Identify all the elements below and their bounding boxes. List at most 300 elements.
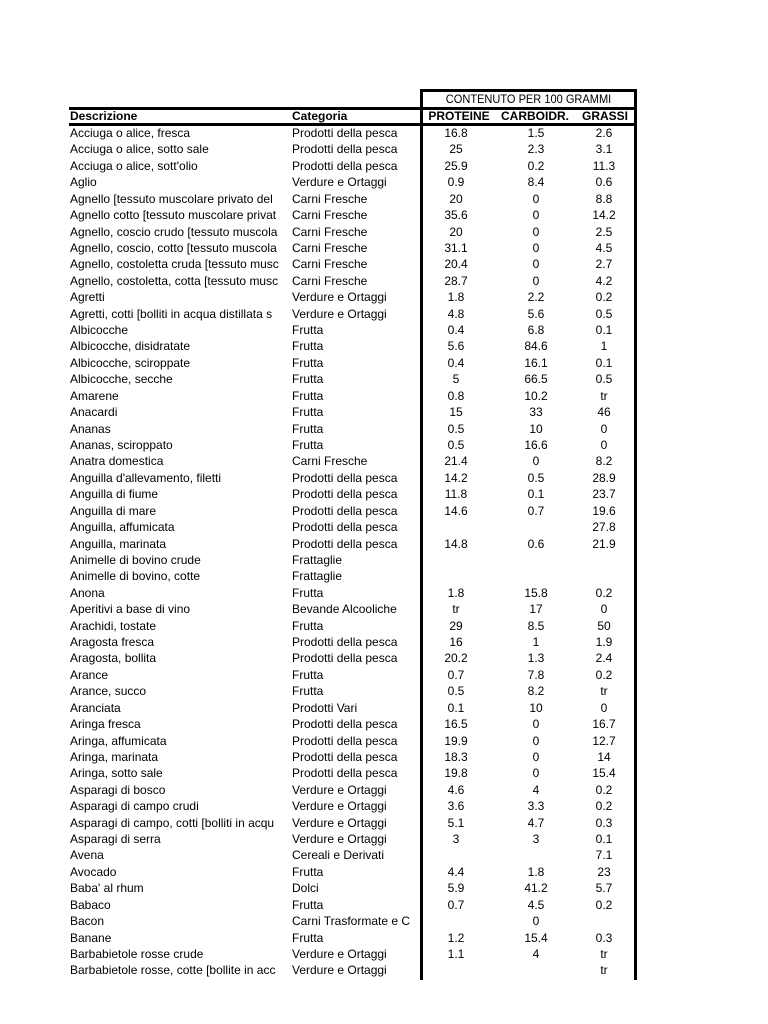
cell-carboidrati: 8.5 <box>527 618 545 633</box>
cell-descrizione: Anguilla di fiume <box>70 487 159 502</box>
cell-grassi: 0.3 <box>595 815 613 830</box>
table-row <box>0 749 768 765</box>
table-row <box>0 683 768 699</box>
cell-categoria: Carni Fresche <box>292 454 368 469</box>
cell-categoria: Verdure e Ortaggi <box>292 832 387 847</box>
cell-carboidrati: 4 <box>532 782 540 797</box>
cell-grassi: 23.7 <box>592 487 616 502</box>
table-row <box>0 191 768 207</box>
cell-categoria: Frutta <box>292 437 324 452</box>
cell-carboidrati: 0.6 <box>527 536 545 551</box>
cell-descrizione: Agnello cotto [tessuto muscolare privat <box>70 208 277 223</box>
cell-carboidrati: 0 <box>532 208 540 223</box>
cell-descrizione: Babaco <box>70 897 111 912</box>
table-row <box>0 322 768 338</box>
cell-descrizione: Anona <box>70 585 105 600</box>
cell-categoria: Prodotti della pesca <box>292 503 398 518</box>
cell-descrizione: Aglio <box>70 175 97 190</box>
cell-carboidrati: 5.6 <box>527 306 545 321</box>
cell-proteine: 5 <box>452 372 460 387</box>
table-row <box>0 421 768 437</box>
cell-grassi: 0.2 <box>595 290 613 305</box>
cell-proteine: 18.3 <box>444 749 468 764</box>
table-row <box>0 897 768 913</box>
table-row <box>0 700 768 716</box>
cell-descrizione: Acciuga o alice, sotto sale <box>70 142 209 157</box>
cell-proteine: 0.9 <box>447 175 465 190</box>
cell-carboidrati: 10.2 <box>524 388 548 403</box>
cell-descrizione: Aragosta, bollita <box>70 651 157 666</box>
cell-carboidrati: 15.8 <box>524 585 548 600</box>
cell-descrizione: Aringa, affumicata <box>70 733 167 748</box>
cell-carboidrati <box>502 847 570 863</box>
cell-descrizione: Ananas, sciroppato <box>70 437 173 452</box>
cell-carboidrati: 0 <box>532 749 540 764</box>
table-row <box>0 847 768 863</box>
cell-proteine: 14.8 <box>444 536 468 551</box>
cell-descrizione: Aringa, marinata <box>70 749 159 764</box>
cell-grassi: 46 <box>597 405 611 420</box>
cell-carboidrati: 16.1 <box>524 355 548 370</box>
table-row <box>0 962 768 978</box>
cell-categoria: Carni Fresche <box>292 224 368 239</box>
cell-grassi: 0.5 <box>595 372 613 387</box>
cell-proteine: 19.9 <box>444 733 468 748</box>
cell-proteine: 0.7 <box>447 897 465 912</box>
cell-carboidrati: 16.6 <box>524 437 548 452</box>
cell-proteine: 25 <box>449 142 463 157</box>
cell-grassi: 0.5 <box>595 306 613 321</box>
cell-grassi: 7.1 <box>595 848 613 863</box>
cell-categoria: Prodotti della pesca <box>292 126 398 140</box>
cell-categoria: Prodotti della pesca <box>292 635 398 650</box>
cell-categoria: Dolci <box>292 881 319 896</box>
cell-descrizione: Agnello, coscio crudo [tessuto muscola <box>70 224 278 239</box>
cell-proteine: 14.6 <box>444 503 468 518</box>
cell-categoria: Carni Fresche <box>292 208 368 223</box>
column-header-proteine: PROTEINE <box>428 109 490 123</box>
cell-descrizione: Anatra domestica <box>70 454 164 469</box>
cell-descrizione: Banane <box>70 930 112 945</box>
cell-grassi: 19.6 <box>592 503 616 518</box>
table-row <box>0 388 768 404</box>
table-row <box>0 601 768 617</box>
cell-grassi: 0.1 <box>595 832 613 847</box>
cell-categoria: Verdure e Ortaggi <box>292 306 387 321</box>
table-row <box>0 913 768 929</box>
cell-grassi: 2.4 <box>595 651 613 666</box>
cell-descrizione: Avena <box>70 848 104 863</box>
cell-carboidrati: 1.8 <box>527 864 545 879</box>
cell-categoria: Prodotti della pesca <box>292 749 398 764</box>
cell-descrizione: Anguilla, marinata <box>70 536 167 551</box>
cell-proteine <box>424 552 488 568</box>
cell-proteine <box>424 519 488 535</box>
table-row <box>0 338 768 354</box>
cell-grassi: 23 <box>597 864 611 879</box>
cell-proteine <box>424 962 488 978</box>
cell-proteine: 4.6 <box>447 782 465 797</box>
cell-grassi: tr <box>600 963 608 978</box>
cell-proteine: 0.8 <box>447 388 465 403</box>
cell-descrizione: Barbabietole rosse crude <box>70 947 204 961</box>
cell-carboidrati: 1.3 <box>527 651 545 666</box>
cell-grassi: 0 <box>600 437 608 452</box>
cell-grassi: 4.5 <box>595 240 613 255</box>
table-row <box>0 503 768 519</box>
cell-proteine: 5.1 <box>447 815 465 830</box>
cell-proteine <box>424 913 488 929</box>
cell-categoria: Prodotti della pesca <box>292 142 398 157</box>
cell-grassi: tr <box>600 684 608 699</box>
cell-categoria: Frutta <box>292 667 324 682</box>
cell-grassi: 0.3 <box>595 930 613 945</box>
cell-categoria: Verdure e Ortaggi <box>292 290 387 305</box>
cell-proteine: 14.2 <box>444 470 468 485</box>
cell-proteine: 0.4 <box>447 323 465 338</box>
cell-categoria: Verdure e Ortaggi <box>292 782 387 797</box>
cell-descrizione: Asparagi di campo crudi <box>70 799 199 814</box>
cell-grassi: 5.7 <box>595 881 613 896</box>
cell-categoria: Prodotti della pesca <box>292 733 398 748</box>
cell-proteine: 15 <box>449 405 463 420</box>
table-row <box>0 585 768 601</box>
cell-descrizione: Albicocche, disidratate <box>70 339 191 354</box>
cell-grassi: 21.9 <box>592 536 616 551</box>
cell-grassi: 0.2 <box>595 897 613 912</box>
table-row <box>0 371 768 387</box>
cell-proteine <box>424 568 488 584</box>
table-row <box>0 125 768 141</box>
cell-grassi: 0 <box>600 602 608 617</box>
cell-descrizione: Asparagi di campo, cotti [bolliti in acqu <box>70 815 275 830</box>
table-row <box>0 650 768 666</box>
cell-carboidrati: 4.7 <box>527 815 545 830</box>
cell-proteine: 0.5 <box>447 421 465 436</box>
cell-proteine: 20.2 <box>444 651 468 666</box>
cell-grassi: 1 <box>600 339 608 354</box>
cell-categoria: Frutta <box>292 355 324 370</box>
table-row <box>0 306 768 322</box>
cell-proteine: 21.4 <box>444 454 468 469</box>
cell-grassi: 4.2 <box>595 273 613 288</box>
cell-categoria: Frutta <box>292 388 324 403</box>
cell-categoria: Verdure e Ortaggi <box>292 963 387 978</box>
cell-carboidrati <box>502 568 570 584</box>
cell-categoria: Frutta <box>292 618 324 633</box>
cell-categoria: Frutta <box>292 421 324 436</box>
table-row <box>0 667 768 683</box>
cell-descrizione: Agnello [tessuto muscolare privato del <box>70 191 273 206</box>
cell-categoria: Prodotti della pesca <box>292 536 398 551</box>
cell-grassi: 2.5 <box>595 224 613 239</box>
cell-descrizione: Arachidi, tostate <box>70 618 157 633</box>
cell-grassi: 28.9 <box>592 470 616 485</box>
cell-carboidrati: 0 <box>532 224 540 239</box>
cell-categoria: Prodotti della pesca <box>292 470 398 485</box>
table-row <box>0 240 768 256</box>
cell-descrizione: Animelle di bovino crude <box>70 552 201 567</box>
cell-descrizione: Agnello, costoletta cruda [tessuto musc <box>70 257 279 272</box>
cell-categoria: Frutta <box>292 323 324 338</box>
cell-grassi: 0 <box>600 421 608 436</box>
cell-carboidrati: 1 <box>532 635 540 650</box>
cell-descrizione: Albicocche, sciroppate <box>70 355 191 370</box>
cell-grassi: 2.6 <box>595 126 613 140</box>
cell-proteine: 31.1 <box>444 240 468 255</box>
cell-proteine: 20 <box>449 224 463 239</box>
cell-categoria: Carni Fresche <box>292 240 368 255</box>
cell-proteine: tr <box>452 602 460 617</box>
table-row <box>0 174 768 190</box>
cell-grassi: 1.9 <box>595 635 613 650</box>
cell-categoria: Prodotti Vari <box>292 700 358 715</box>
cell-descrizione: Agnello, costoletta, cotta [tessuto musc <box>70 273 279 288</box>
cell-carboidrati: 0 <box>532 191 540 206</box>
cell-descrizione: Avocado <box>70 864 117 879</box>
cell-categoria: Prodotti della pesca <box>292 717 398 732</box>
cell-categoria: Verdure e Ortaggi <box>292 799 387 814</box>
cell-carboidrati: 33 <box>529 405 543 420</box>
cell-categoria: Frutta <box>292 339 324 354</box>
cell-proteine: 5.9 <box>447 881 465 896</box>
table-row <box>0 158 768 174</box>
cell-proteine: 0.1 <box>447 700 465 715</box>
table-row <box>0 946 768 962</box>
cell-proteine: 0.7 <box>447 667 465 682</box>
cell-categoria: Frutta <box>292 930 324 945</box>
cell-carboidrati: 7.8 <box>527 667 545 682</box>
cell-carboidrati: 8.2 <box>527 684 545 699</box>
cell-proteine: 19.8 <box>444 766 468 781</box>
cell-grassi: 8.2 <box>595 454 613 469</box>
cell-proteine: 3 <box>452 832 460 847</box>
cell-descrizione: Asparagi di bosco <box>70 782 166 797</box>
cell-proteine: 11.8 <box>444 487 468 502</box>
cell-carboidrati: 0 <box>532 733 540 748</box>
cell-descrizione: Aringa fresca <box>70 717 141 732</box>
cell-categoria: Carni Trasformate e C <box>292 914 411 929</box>
cell-carboidrati: 66.5 <box>524 372 548 387</box>
column-header-categoria: Categoria <box>292 109 348 123</box>
cell-grassi: 0.2 <box>595 585 613 600</box>
cell-carboidrati: 0.2 <box>527 158 545 173</box>
cell-descrizione: Ananas <box>70 421 111 436</box>
cell-descrizione: Agnello, coscio, cotto [tessuto muscola <box>70 240 277 255</box>
cell-proteine: 20 <box>449 191 463 206</box>
cell-carboidrati <box>502 519 570 535</box>
table-row <box>0 256 768 272</box>
cell-carboidrati: 0 <box>532 454 540 469</box>
cell-categoria: Prodotti della pesca <box>292 766 398 781</box>
cell-proteine <box>424 847 488 863</box>
cell-carboidrati: 10 <box>529 421 543 436</box>
table-row <box>0 437 768 453</box>
cell-descrizione: Animelle di bovino, cotte <box>70 569 201 584</box>
cell-proteine: 20.4 <box>444 257 468 272</box>
cell-grassi: 14.2 <box>592 208 616 223</box>
table-row <box>0 618 768 634</box>
table-row <box>0 355 768 371</box>
cell-carboidrati: 84.6 <box>524 339 548 354</box>
cell-carboidrati: 2.3 <box>527 142 545 157</box>
cell-descrizione: Aperitivi a base di vino <box>70 602 191 617</box>
cell-carboidrati: 0 <box>532 914 540 929</box>
cell-descrizione: Aranciata <box>70 700 121 715</box>
cell-descrizione: Anguilla, affumicata <box>70 520 175 535</box>
cell-carboidrati: 2.2 <box>527 290 545 305</box>
cell-proteine: 1.1 <box>447 947 465 961</box>
cell-descrizione: Arance, succo <box>70 684 147 699</box>
cell-grassi: 0.2 <box>595 667 613 682</box>
cell-grassi: 0.2 <box>595 782 613 797</box>
table-row <box>0 141 768 157</box>
cell-proteine: 25.9 <box>444 158 468 173</box>
column-header-carboidrati: CARBOIDR. <box>501 109 569 123</box>
cell-carboidrati: 6.8 <box>527 323 545 338</box>
cell-proteine: 16.5 <box>444 717 468 732</box>
cell-carboidrati: 0 <box>532 766 540 781</box>
cell-grassi: 16.7 <box>592 717 616 732</box>
cell-proteine: 16.8 <box>444 126 468 140</box>
cell-grassi: 0.1 <box>595 323 613 338</box>
cell-categoria: Prodotti della pesca <box>292 487 398 502</box>
column-header-grassi: GRASSI <box>581 109 628 123</box>
cell-descrizione: Barbabietole rosse, cotte [bollite in acc <box>70 963 276 978</box>
cell-grassi: 0.6 <box>595 175 613 190</box>
table-row <box>0 831 768 847</box>
cell-grassi: 11.3 <box>592 158 616 173</box>
cell-categoria: Frutta <box>292 897 324 912</box>
cell-proteine: 0.4 <box>447 355 465 370</box>
cell-grassi: 3.1 <box>595 142 613 157</box>
table-row <box>0 716 768 732</box>
cell-grassi: 50 <box>597 618 611 633</box>
cell-categoria: Frutta <box>292 405 324 420</box>
cell-carboidrati: 1.5 <box>527 126 545 140</box>
cell-categoria: Frutta <box>292 864 324 879</box>
cell-descrizione: Acciuga o alice, sott'olio <box>70 158 198 173</box>
cell-categoria: Frutta <box>292 684 324 699</box>
cell-descrizione: Agretti <box>70 290 105 305</box>
table-row <box>0 552 768 568</box>
table-row <box>0 765 768 781</box>
cell-grassi: tr <box>600 388 608 403</box>
cell-proteine: 0.5 <box>447 684 465 699</box>
cell-proteine: 1.2 <box>447 930 465 945</box>
table-row <box>0 568 768 584</box>
table-row <box>0 536 768 552</box>
cell-descrizione: Aragosta fresca <box>70 635 155 650</box>
table-row <box>0 880 768 896</box>
cell-grassi: 12.7 <box>592 733 616 748</box>
cell-proteine: 3.6 <box>447 799 465 814</box>
cell-grassi <box>575 913 633 929</box>
cell-descrizione: Albicocche, secche <box>70 372 173 387</box>
table-row <box>0 798 768 814</box>
cell-descrizione: Arance <box>70 667 109 682</box>
cell-carboidrati: 4.5 <box>527 897 545 912</box>
cell-categoria: Cereali e Derivati <box>292 848 385 863</box>
table-row <box>0 519 768 535</box>
cell-categoria: Verdure e Ortaggi <box>292 815 387 830</box>
cell-carboidrati: 3 <box>532 832 540 847</box>
table-row <box>0 930 768 946</box>
cell-categoria: Prodotti della pesca <box>292 651 398 666</box>
cell-categoria: Frattaglie <box>292 569 343 584</box>
cell-descrizione: Anguilla di mare <box>70 503 157 518</box>
cell-descrizione: Amarene <box>70 388 119 403</box>
cell-descrizione: Agretti, cotti [bolliti in acqua distillata s <box>70 306 273 321</box>
cell-categoria: Carni Fresche <box>292 191 368 206</box>
cell-proteine: 4.8 <box>447 306 465 321</box>
cell-grassi <box>575 568 633 584</box>
cell-carboidrati: 4 <box>532 947 540 961</box>
cell-categoria: Prodotti della pesca <box>292 158 398 173</box>
cell-descrizione: Bacon <box>70 914 105 929</box>
cell-descrizione: Asparagi di serra <box>70 832 161 847</box>
cell-proteine: 16 <box>449 635 463 650</box>
cell-grassi: 0 <box>600 700 608 715</box>
cell-categoria: Frutta <box>292 585 324 600</box>
cell-descrizione: Aringa, sotto sale <box>70 766 163 781</box>
cell-carboidrati: 0.5 <box>527 470 545 485</box>
cell-carboidrati: 0.1 <box>527 487 545 502</box>
table-row <box>0 273 768 289</box>
cell-proteine: 0.5 <box>447 437 465 452</box>
cell-proteine: 4.4 <box>447 864 465 879</box>
table-row <box>0 486 768 502</box>
table-row <box>0 815 768 831</box>
cell-carboidrati: 0.7 <box>527 503 545 518</box>
cell-carboidrati: 0 <box>532 257 540 272</box>
cell-grassi: 27.8 <box>592 520 616 535</box>
cell-carboidrati: 41.2 <box>524 881 548 896</box>
table-row <box>0 289 768 305</box>
cell-categoria: Prodotti della pesca <box>292 520 398 535</box>
table-row <box>0 224 768 240</box>
cell-carboidrati: 10 <box>529 700 543 715</box>
cell-categoria: Carni Fresche <box>292 257 368 272</box>
table-row <box>0 733 768 749</box>
cell-grassi: tr <box>600 947 608 961</box>
table-row <box>0 207 768 223</box>
cell-proteine: 35.6 <box>444 208 468 223</box>
cell-descrizione: Albicocche <box>70 323 129 338</box>
cell-proteine: 29 <box>449 618 463 633</box>
cell-grassi: 0.1 <box>595 355 613 370</box>
table-row <box>0 864 768 880</box>
cell-categoria: Frutta <box>292 372 324 387</box>
cell-carboidrati: 8.4 <box>527 175 545 190</box>
cell-categoria: Frattaglie <box>292 552 343 567</box>
cell-categoria: Carni Fresche <box>292 273 368 288</box>
cell-grassi: 0.2 <box>595 799 613 814</box>
cell-carboidrati: 0 <box>532 240 540 255</box>
cell-descrizione: Acciuga o alice, fresca <box>70 126 191 140</box>
cell-descrizione: Anacardi <box>70 405 118 420</box>
cell-carboidrati: 0 <box>532 717 540 732</box>
cell-grassi: 15.4 <box>592 766 616 781</box>
column-header-descrizione: Descrizione <box>70 109 138 123</box>
cell-proteine: 1.8 <box>447 290 465 305</box>
cell-grassi: 8.8 <box>595 191 613 206</box>
group-header-title: CONTENUTO PER 100 GRAMMI <box>445 92 612 106</box>
cell-categoria: Verdure e Ortaggi <box>292 175 387 190</box>
cell-descrizione: Baba' al rhum <box>70 881 144 896</box>
table-row <box>0 782 768 798</box>
cell-grassi: 2.7 <box>595 257 613 272</box>
